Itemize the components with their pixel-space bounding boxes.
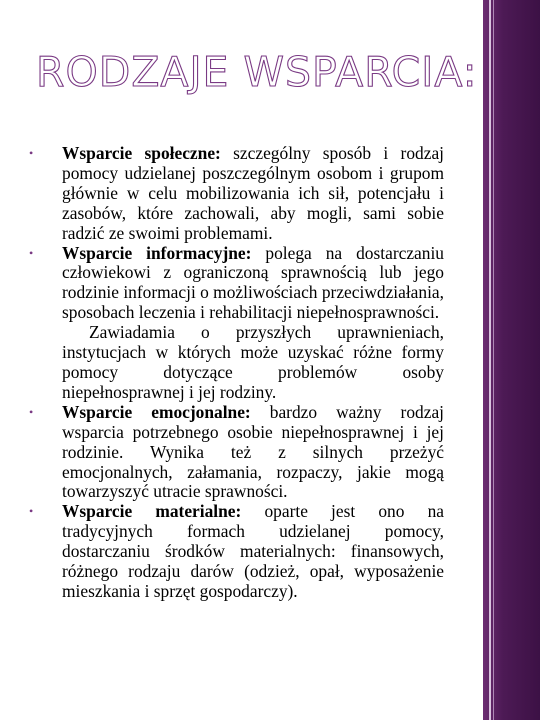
- bullet-term: Wsparcie społeczne:: [62, 143, 221, 163]
- bullet-term: Wsparcie informacyjne:: [62, 242, 252, 263]
- bullet-text: polega na dostarczaniu człowiekowi z ograniczoną sprawnością lub jego rodzinie informacji o możliwościach przeciwdziałania, sposobach leczenia i rehabilitacji niepełnosprawności.: [62, 242, 444, 323]
- bullet-item-informational-support: [29, 244, 444, 403]
- bullet-text: bardzo ważny rodzaj wsparcia potrzebnego osobie niepełnosprawnej i jej rodzinie. Wynika też z silnych przeżyć emocjonalnych, załamania, rozpaczy, jakie mogą towarzyszyć utracie sprawności.: [62, 401, 444, 502]
- slide-title: RODZAJE WSPARCIA:: [36, 48, 478, 96]
- bullet-list: [29, 144, 444, 602]
- bullet-icon: •: [29, 504, 34, 519]
- sidebar-stripe: [489, 0, 491, 720]
- bullet-text-continued: Zawiadamia o przyszłych uprawnieniach, instytucjach w których może uzyskać różne formy pomocy dotyczące problemów osoby niepełnosprawnej i jej rodziny.: [62, 322, 444, 402]
- bullet-term: Wsparcie materialne:: [62, 501, 242, 522]
- slide-content: [29, 144, 444, 602]
- bullet-term: Wsparcie emocjonalne:: [62, 401, 251, 422]
- bullet-item-social-support: [29, 144, 444, 244]
- decorative-sidebar: [483, 0, 540, 720]
- sidebar-stripe-thin: [493, 0, 494, 720]
- bullet-text: oparte jest ono na tradycyjnych formach udzielanej pomocy, dostarczaniu środków materialnych: finansowych, różnego rodzaju darów (odzież, opał, wyposażenie mieszkania i sprzęt gospodarczy).: [62, 501, 445, 601]
- bullet-item-material-support: [29, 502, 444, 602]
- bullet-icon: •: [29, 404, 34, 419]
- bullet-icon: •: [29, 146, 34, 160]
- bullet-text: szczególny sposób i rodzaj pomocy udzielanej poszczególnym osobom i grupom głównie w celu mobilizowania ich sił, potencjału i zasobów, które zachowali, aby mogli, sami sobie radzić ze swoimi problemami.: [62, 143, 445, 243]
- bullet-icon: •: [29, 245, 34, 260]
- bullet-item-emotional-support: [29, 403, 444, 503]
